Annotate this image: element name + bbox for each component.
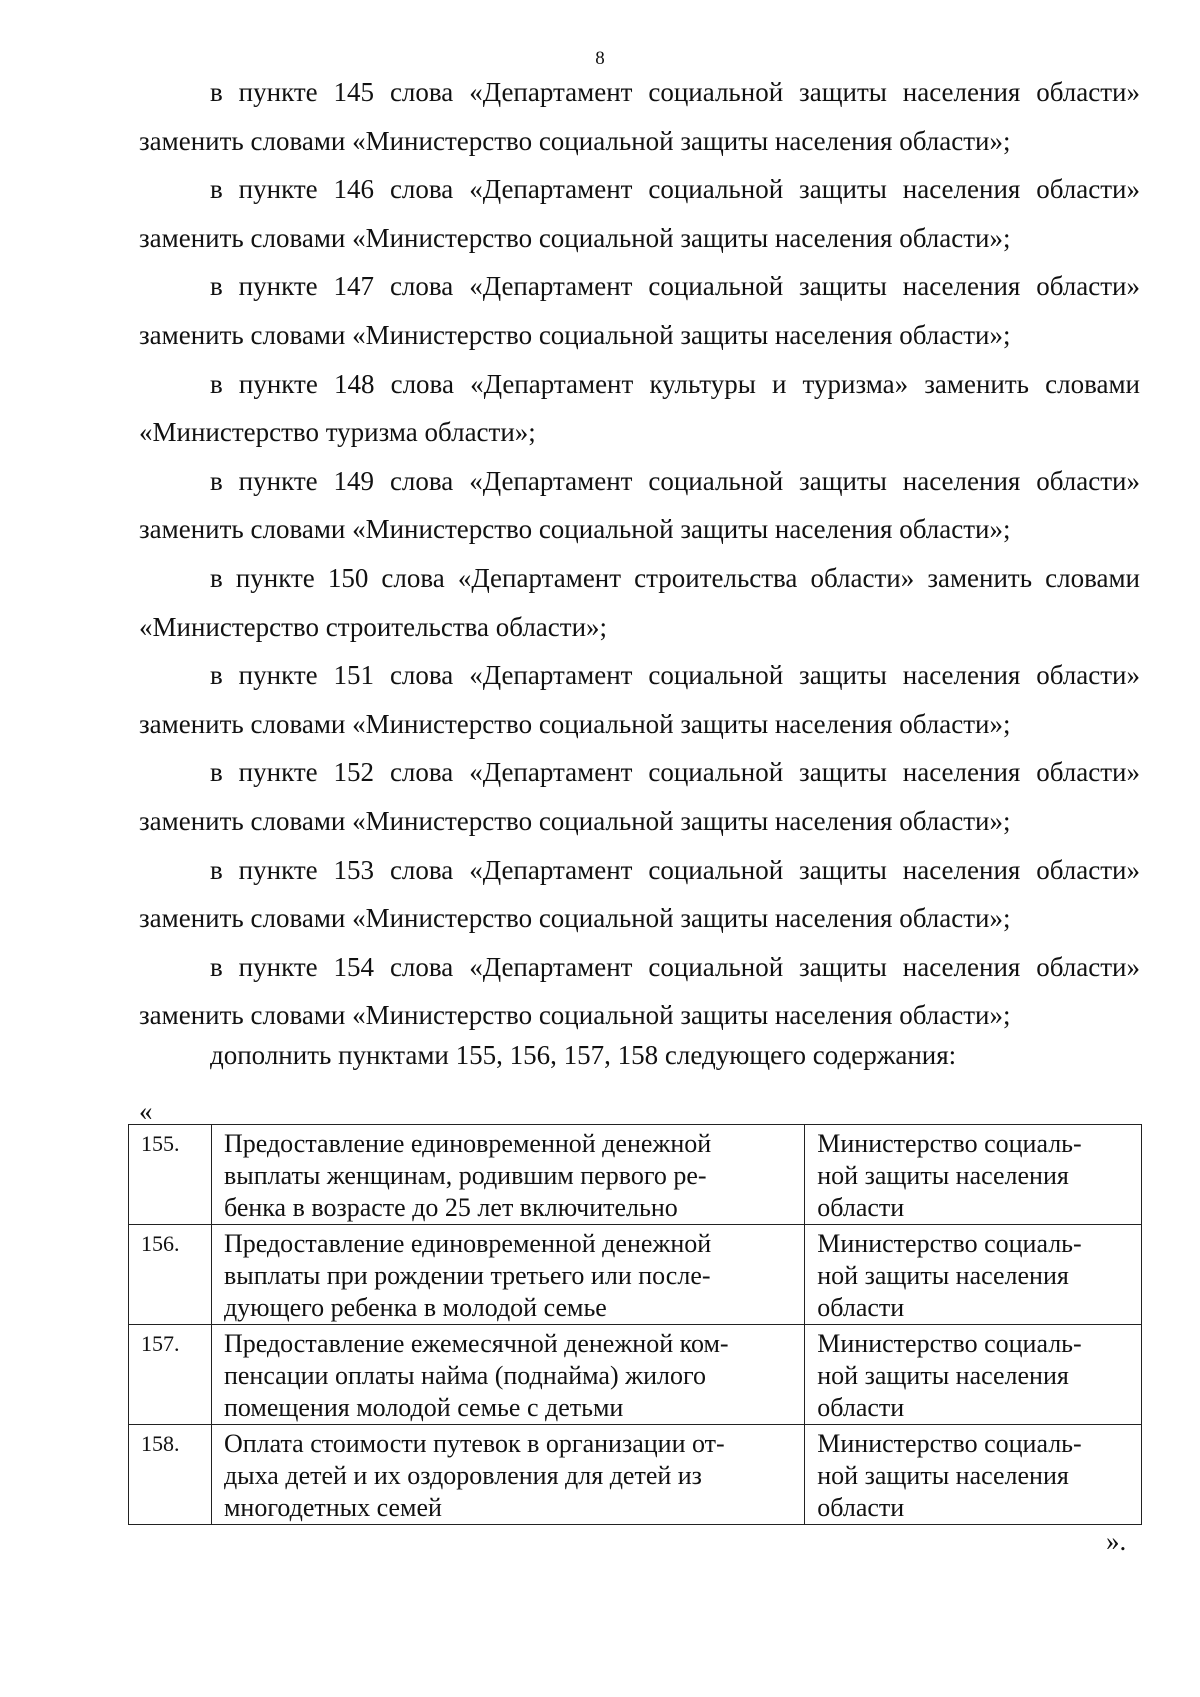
table-row [129,1225,1142,1325]
service-description [211,1125,804,1225]
description-line: выплаты женщинам, родившим первого ре- [223,1161,707,1190]
paragraph-150: в пункте 150 слова «Департамент строительства области» заменить словами «Министерство строительства области»; [139,562,1140,642]
description-line: бенка в возрасте до 25 лет включительно [223,1193,678,1222]
paragraph-153: в пункте 153 слова «Департамент социальной защиты населения области» заменить словами «Министерство социальной защиты населения области»; [139,854,1140,934]
description-line: дыха детей и их оздоровления для детей из [223,1461,702,1490]
paragraph-154: в пункте 154 слова «Департамент социальной защиты населения области» заменить словами «Министерство социальной защиты населения области»; [139,951,1140,1031]
ministry-line: ной защиты населения [817,1361,1069,1390]
paragraph-152: в пункте 152 слова «Департамент социальной защиты населения области» заменить словами «Министерство социальной защиты населения области»; [139,757,1140,836]
description-line: Оплата стоимости путевок в организации от- [223,1429,725,1458]
responsible-ministry [805,1325,1142,1425]
ministry-line: области [817,1393,905,1422]
page-number: 8 [595,48,605,69]
description-line: помещения молодой семье с детьми [223,1393,624,1422]
ministry-line: Министерство социаль- [817,1329,1082,1358]
service-description [211,1325,804,1425]
row-number: 158. [129,1425,212,1525]
responsible-ministry [805,1425,1142,1525]
ministry-line: ной защиты населения [817,1161,1069,1190]
close-quote: ». [1106,1526,1127,1556]
ministry-line: Министерство социаль- [817,1429,1082,1458]
open-quote: « [139,1096,153,1126]
description-line: Предоставление единовременной денежной [223,1229,712,1258]
ministry-line: области [817,1193,905,1222]
description-line: Предоставление ежемесячной денежной ком- [223,1329,729,1358]
table-row [129,1325,1142,1425]
services-table [128,1124,1142,1525]
ministry-line: области [817,1293,905,1322]
responsible-ministry [805,1125,1142,1225]
ministry-line: ной защиты населения [817,1461,1069,1490]
ministry-line: Министерство социаль- [817,1229,1082,1258]
ministry-line: Министерство социаль- [817,1129,1082,1158]
description-line: выплаты при рождении третьего или после- [223,1261,711,1290]
description-line: многодетных семей [223,1493,442,1522]
row-number: 157. [129,1325,212,1425]
row-number: 155. [129,1125,212,1225]
paragraph-147: в пункте 147 слова «Департамент социальной защиты населения области» заменить словами «Министерство социальной защиты населения области»; [139,271,1140,350]
responsible-ministry [805,1225,1142,1325]
table-row [129,1125,1142,1225]
service-description [211,1225,804,1325]
paragraph-145: в пункте 145 слова «Департамент социальной защиты населения области» заменить словами «Министерство социальной защиты населения области»; [139,77,1140,156]
description-line: дующего ребенка в молодой семье [223,1293,607,1322]
paragraph-148: в пункте 148 слова «Департамент культуры и туризма» заменить словами «Министерство туризма области»; [139,368,1140,448]
description-line: пенсации оплаты найма (поднайма) жилого [223,1361,706,1390]
paragraph-146: в пункте 146 слова «Департамент социальной защиты населения области» заменить словами «Министерство социальной защиты населения области»; [139,174,1140,253]
row-number: 156. [129,1225,212,1325]
ministry-line: ной защиты населения [817,1261,1069,1290]
description-line: Предоставление единовременной денежной [223,1129,712,1158]
table-row [129,1425,1142,1525]
ministry-line: области [817,1493,905,1522]
amendment-paragraphs [139,68,1140,1040]
paragraph-151: в пункте 151 слова «Департамент социальной защиты населения области» заменить словами «Министерство социальной защиты населения области»; [139,660,1140,739]
service-description [211,1425,804,1525]
paragraph-149: в пункте 149 слова «Департамент социальной защиты населения области» заменить словами «Министерство социальной защиты населения области»; [139,465,1140,545]
intro-line: дополнить пунктами 155, 156, 157, 158 следующего содержания: [210,1040,957,1070]
